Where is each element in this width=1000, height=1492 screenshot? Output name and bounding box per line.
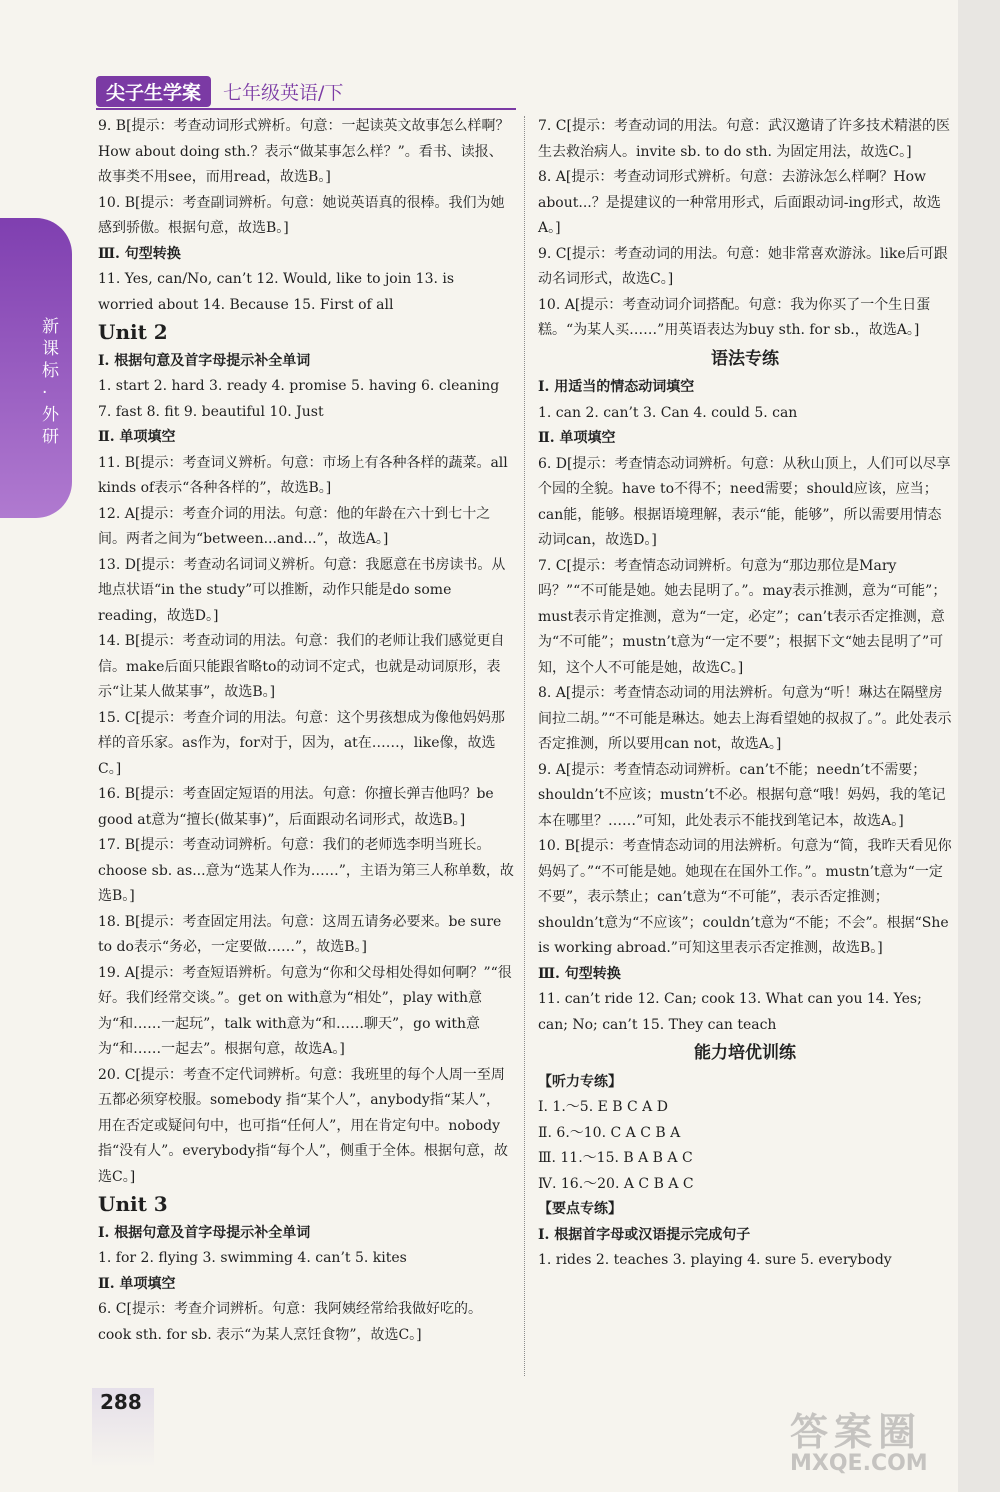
answer-item: Ⅰ. 1.～5. E B C A D [538, 1099, 668, 1115]
answer-item: 10. A[提示：考查动词介词搭配。句意：我为你买了一个生日蛋糕。“为某人买……”用英语表达为buy sth. for sb.，故选A。] [538, 296, 931, 338]
answer-item: 19. A[提示：考查短语辨析。句意为“你和父母相处得如何啊？”“很好。我们经常交谈。”。get on with意为“相处”，play with意为“和……一起玩”，talk with意为“和……聊天”，go with意为“和……一起去”。根据句意，故选A。] [98, 964, 512, 1057]
unit-heading: Unit 2 [98, 320, 168, 344]
page-header [96, 76, 343, 106]
answer-item: 1. start 2. hard 3. ready 4. promise 5. having 6. cleaning [98, 378, 500, 394]
page-edge-margin [958, 0, 1000, 1492]
answer-item: 14. B[提示：考查动词的用法。句意：我们的老师让我们感觉更自信。make后面只能跟省略to的动词不定式，也就是动词原形，表示“让某人做某事”，故选B。] [98, 633, 505, 700]
bracket-heading: 【要点专练】 [538, 1201, 622, 1217]
column-divider [524, 116, 526, 1376]
answer-item: 16. B[提示：考查固定短语的用法。句意：你擅长弹吉他吗？be good at意为“擅长(做某事)”，后面跟动名词形式，故选B。] [98, 786, 494, 828]
answer-item: 6. D[提示：考查情态动词辨析。句意：从秋山顶上，人们可以尽享个园的全貌。have to不得不；need需要；should应该，应当；can能，能够。根据语境理解，表示“能，能够”，所以需要用情态动词can，故选D。] [538, 455, 951, 548]
side-tab-label: 新课标·外研 [42, 317, 59, 447]
answer-item: Ⅳ. 16.～20. A C B A C [538, 1175, 694, 1192]
answer-item: 7. fast 8. fit 9. beautiful 10. Just [98, 403, 324, 420]
answer-item: 7. C[提示：考查动词的用法。句意：武汉邀请了许多技术精湛的医生去救治病人。invite sb. to do sth. 为固定用法，故选C。] [538, 118, 950, 160]
section-heading: Ⅱ. 单项填空 [98, 1275, 176, 1292]
bracket-heading: 【听力专练】 [538, 1073, 622, 1090]
answer-item: 9. B[提示：考查动词形式辨析。句意：一起读英文故事怎么样啊？How about doing sth.？表示“做某事怎么样？”。看书、读报、故事类不用see，而用read，故选B。] [98, 118, 510, 185]
section-heading: Ⅲ. 句型转换 [538, 965, 621, 982]
answer-item: 6. C[提示：考查介词辨析。句意：我阿姨经常给我做好吃的。cook sth. for sb. 表示“为某人烹饪食物”，故选C。] [98, 1301, 482, 1343]
answer-item: 15. C[提示：考查介词的用法。句意：这个男孩想成为像他妈妈那样的音乐家。as作为，for对于，因为，at在……，like像，故选C。] [98, 709, 505, 777]
answer-item: 1. for 2. flying 3. swimming 4. can’t 5. kites [98, 1250, 407, 1266]
answer-item: 7. C[提示：考查情态动词辨析。句意为“那边那位是Mary吗？”“不可能是她。她去昆明了。”。may表示推测，意为“可能”；must表示肯定推测，意为“一定，必定”；can’t表示否定推测，意为“不可能”；mustn’t意为“一定不要”；根据下文“她去昆明了”可知，这个人不可能是她，故选C。] [538, 557, 947, 676]
answer-item: 17. B[提示：考查动词辨析。句意：我们的老师选李明当班长。choose sb. as...意为“选某人作为……”，主语为第三人称单数，故选B。] [98, 837, 514, 904]
book-subtitle: 七年级英语/下 [223, 81, 344, 104]
section-heading: Ⅰ. 根据句意及首字母提示补全单词 [98, 352, 311, 369]
answer-item: 1. can 2. can’t 3. Can 4. could 5. can [538, 404, 798, 421]
answer-item: 12. A[提示：考查介词的用法。句意：他的年龄在六十到七十之间。两者之间为“between...and...”，故选A。] [98, 505, 491, 547]
answer-item: 20. C[提示：考查不定代词辨析。句意：我班里的每个人周一至周五都必须穿校服。somebody 指“某个人”，anybody指“某人”，用在否定或疑问句中，也可指“任何人”，用在肯定句中。nobody指“没有人”。everybody指“每个人”，侧重于全体。根据句意，故选C。] [98, 1066, 508, 1185]
left-column [98, 114, 514, 1348]
answer-item: 11. Yes, can/No, can’t 12. Would, like to join 13. is worried about 14. Because 15. First of all [98, 271, 455, 313]
answer-item: Ⅲ. 11.～15. B A B A C [538, 1150, 693, 1166]
section-heading: Ⅱ. 单项填空 [98, 429, 176, 445]
block-heading: 语法专练 [711, 348, 779, 369]
watermark-logo [790, 1412, 972, 1478]
answer-item: 9. C[提示：考查动词的用法。句意：她非常喜欢游泳。like后可跟动名词形式，故选C。] [538, 245, 948, 287]
block-heading: 能力培优训练 [694, 1043, 796, 1063]
watermark-title: 答案圈 [790, 1410, 923, 1454]
header-rule [96, 108, 516, 110]
section-heading: Ⅰ. 根据首字母或汉语提示完成句子 [538, 1226, 751, 1243]
unit-heading: Unit 3 [98, 1192, 168, 1216]
answer-item: 9. A[提示：考查情态动词辨析。can’t不能；needn’t不需要；shouldn’t不应该；mustn’t不必。根据句意“哦！妈妈，我的笔记本在哪里？……”可知，此处表示不能找到笔记本，故选A。] [538, 761, 946, 829]
answer-item: 8. A[提示：考查动词形式辨析。句意：去游泳怎么样啊？How about...？是提建议的一种常用形式，后面跟动词-ing形式，故选A。] [538, 169, 941, 236]
answer-item: 10. B[提示：考查副词辨析。句意：她说英语真的很棒。我们为她感到骄傲。根据句意，故选B。] [98, 194, 505, 236]
section-heading: Ⅱ. 单项填空 [538, 430, 616, 446]
section-heading: Ⅰ. 根据句意及首字母提示补全单词 [98, 1224, 311, 1241]
answer-item: 1. rides 2. teaches 3. playing 4. sure 5. everybody [538, 1252, 892, 1268]
answer-item: 13. D[提示：考查动名词词义辨析。句意：我愿意在书房读书。从地点状语“in the study”可以推断，动作只能是do some reading，故选D。] [98, 556, 506, 624]
answer-item: Ⅱ. 6.～10. C A C B A [538, 1124, 681, 1141]
answer-item: 18. B[提示：考查固定用法。句意：这周五请务必要来。be sure to do表示“务必，一定要做……”，故选B。] [98, 913, 502, 955]
right-column [538, 114, 952, 1274]
page-number: 288 [100, 1390, 142, 1414]
answer-item: 8. A[提示：考查情态动词的用法辨析。句意为“听！琳达在隔壁房间拉二胡。”“不可能是琳达。她去上海看望她的叔叔了。”。此处表示否定推测，所以要用can not，故选A。] [538, 685, 952, 752]
section-heading: Ⅲ. 句型转换 [98, 245, 181, 262]
watermark-domain: MXQE.COM [790, 1451, 928, 1476]
answer-item: 11. can’t ride 12. Can; cook 13. What can you 14. Yes; can; No; can’t 15. They can teach [538, 991, 922, 1033]
answer-item: 11. B[提示：考查词义辨析。句意：市场上有各种各样的蔬菜。all kinds of表示“各种各样的”，故选B。] [98, 454, 508, 496]
answer-item: 10. B[提示：考查情态动词的用法辨析。句意为“简，我昨天看见你妈妈了。”“不可能是她。她现在在国外工作。”。mustn’t意为“一定不要”，表示禁止；can’t意为“不可能”，表示否定推测；shouldn’t意为“不应该”；couldn’t意为“不能；不会”。根据“She is working abroad.”可知这里表示否定推测，故选B。] [538, 838, 952, 956]
section-heading: Ⅰ. 用适当的情态动词填空 [538, 379, 695, 395]
book-brand: 尖子生学案 [96, 76, 211, 107]
